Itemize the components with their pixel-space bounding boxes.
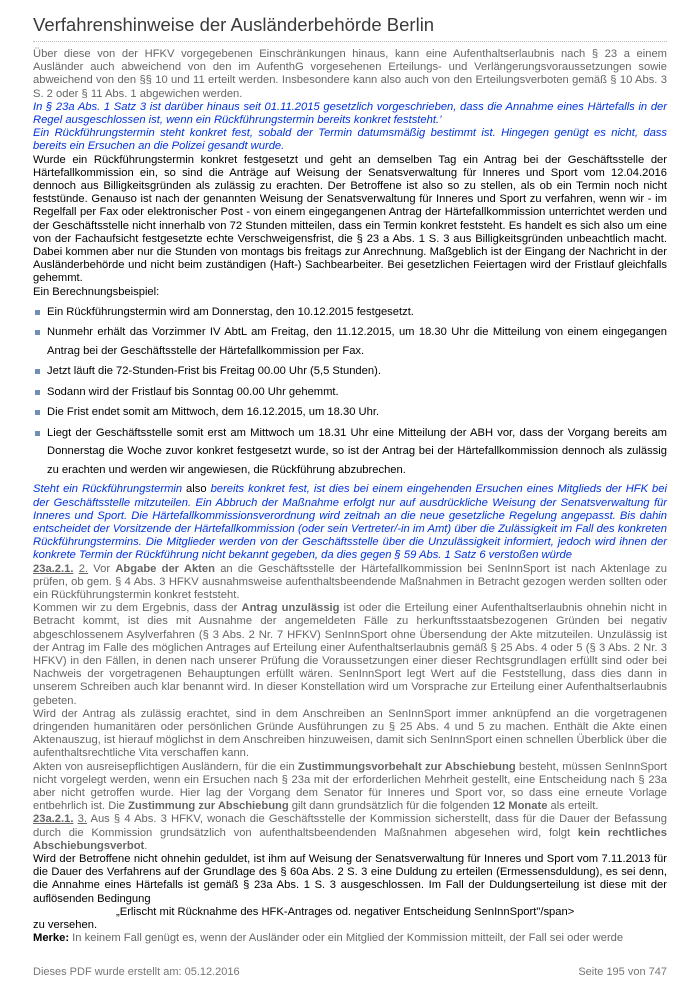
section-2-paragraph: 23a.2.1. 2. Vor Abgabe der Akten an die Geschäftsstelle der Härtefallkommission bei SenInnSport ist nach Aktenlage zu prüfen, ob gem. § 4 Abs. 3 HFKV ausnahmsweise aufenthaltsbeendende Maßnahmen in Betracht gezogen werden sollten oder ein Rückführungstermin konkret feststeht. xyxy=(33,562,667,601)
paragraph: Wurde ein Rückführungstermin konkret festgesetzt und geht an demselben Tag ein Antrag bei der Geschäftsstelle der Härtefallkommission ein, so sind die Anträge auf Weisung der Senatsverwaltung für Inneres und Sport vom 12.04.2016 dennoch aus Billigkeitsgründen als zulässig zu erachten. Der Betroffene ist also so zu stellen, als ob ein Termin noch nicht feststünde. Genauso ist nach der genannten Weisung der Senatsverwaltung für Inneres und Sport zu verfahren, wenn wir - im Regelfall per Fax oder elektronischer Post - von einem eingegangenen Antrag der Härtefallkommission unterrichtet werden und der Geschäftsstelle nicht innerhalb von 72 Stunden mitteilen, dass ein Termin konkret feststeht. Es handelt es sich also um eine von der Fachaufsicht festgesetzte echte Verschweigensfrist, die § 23 a Abs. 1 S. 3 aus Billigkeitsgründen unbeachtlich macht. Dabei kommen aber nur die Stunden von montags bis freitags zur Anrechnung. Maßgeblich ist der Eingang der Nachricht in der Ausländerbehörde und nicht beim zuständigen (Haft-) Sachbearbeiter. Bei gesetzlichen Feiertagen wird der Fristlauf gleichfalls gehemmt. xyxy=(33,153,667,285)
paragraph: Steht ein Rückführungstermin also bereits konkret fest, ist dies bei einem eingehenden Ersuchen eines Mitglieds der HFK bei der Geschäftsstelle mitzuteilen. Ein Abbruch der Maßnahme erfolgt nur auf ausdrückliche Weisung der Senatsverwaltung für Inneres und Sport. Die Härtefallkommissionsverordnung wird zeitnah an die neue gesetzliche Regelung angepasst. Bis dahin entscheidet der Vorsitzende der Härtefallkommission (oder sein Vertreter/-in im Amt) über die Zulässigkeit im Fall des konkreten Rückführungstermins. Die Mitglieder werden von der Geschäftsstelle über die Unzulässigkeit informiert, jedoch wird ihnen der konkrete Termin der Rückführung nicht bekannt gegeben, da dies gegen § 59 Abs. 1 Satz 6 verstoßen würde xyxy=(33,483,667,562)
section-ref-link[interactable]: 23a.2.1. xyxy=(33,813,74,826)
footer-created-date: Dieses PDF wurde erstellt am: 05.12.2016 xyxy=(33,966,240,978)
section-number-link[interactable]: 3. xyxy=(77,813,87,826)
list-item: Nunmehr erhält das Vorzimmer IV AbtL am Freitag, den 11.12.2015, um 18.30 Uhr die Mitteilung von einem eingegangen Antrag bei der Geschäftsstelle der Härtefallkommission per Fax. xyxy=(33,323,667,360)
paragraph: Ein Berechnungsbeispiel: xyxy=(33,285,160,298)
bullet-icon xyxy=(35,310,40,315)
paragraph: Über diese von der HFKV vorgegebenen Einschränkungen hinaus, kann eine Aufenthaltserlaubnis nach § 23 a einem Ausländer auch abweichend von den im AufenthG vorgesehenen Erteilungs- und Verlängerungsvoraussetzungen sowie abweichend von den §§ 10 und 11 erteilt werden. Insbesondere kann also auch von den Erteilungsverboten gemäß § 10 Abs. 3 S. 2 oder § 11 Abs. 1 abgewichen werden. xyxy=(33,48,667,100)
merke-paragraph: Merke: In keinem Fall genügt es, wenn der Ausländer oder ein Mitglied der Kommission mitteilt, der Fall sei oder werde xyxy=(33,932,624,945)
list-item: Sodann wird der Fristlauf bis Sonntag 00.00 Uhr gehemmt. xyxy=(33,383,667,402)
bullet-icon xyxy=(35,431,40,436)
bullet-icon xyxy=(35,369,40,374)
paragraph: Akten von ausreisepflichtigen Ausländern, für die ein Zustimmungsvorbehalt zur Abschiebung besteht, müssen SenInnSport nicht vorgelegt werden, wenn ein Ersuchen nach § 23a mit der erforderlichen Mehrheit gestellt, eine Entscheidung nach § 23a aber nicht getroffen wurde. Hier lag der Vorgang dem Senator für Inneres und Sport vor, so dass eine erneute Vorlage entbehrlich ist. Die Zustimmung zur Abschiebung gilt dann grundsätzlich für die folgenden 12 Monate als erteilt. xyxy=(33,760,667,813)
paragraph: Kommen wir zu dem Ergebnis, dass der Antrag unzulässig ist oder die Erteilung einer Aufenthaltserlaubnis ohnehin nicht in Betracht kommt, ist dies mit Ausnahme der angemeldeten Fälle zu herkunftsstaatsbezogenen Gründen bei negativ abgeschlossenem Asylverfahren (§ 3 Abs. 2 Nr. 7 HFKV) SenInnSport ohne Übersendung der Akte mitzuteilen. Unzulässig ist der Antrag im Falle des möglichen Antrages auf Erteilung einer Aufenthaltserlaubnis gemäß § 25 Abs. 4 oder 5 (§ 3 Abs. 2 Nr. 3 HFKV) in den Fällen, in denen nach unserer Prüfung die Voraussetzungen einer dieser Rechtsgrundlagen erfüllt sind oder bei Nachweis der vorgetragenen Behauptungen erfüllt wären. SenInnSport legt Wert auf die Feststellung, dass dies dann in unserem Schreiben auch klar benannt wird. In dieser Konstellation wird um Vorsprache zur Erteilung einer Aufenthaltserlaubnis gebeten. xyxy=(33,602,667,707)
bullet-icon xyxy=(35,410,40,415)
list-item: Jetzt läuft die 72-Stunden-Frist bis Freitag 00.00 Uhr (5,5 Stunden). xyxy=(33,362,667,381)
section-number-link[interactable]: 2. xyxy=(78,562,89,575)
bullet-icon xyxy=(35,330,40,335)
page-footer xyxy=(33,966,667,978)
paragraph-highlighted: Ein Rückführungstermin steht konkret fest, sobald der Termin datumsmäßig bestimmt ist. Hingegen genügt es nicht, dass bereits ein Ersuchen an die Polizei gesandt wurde. xyxy=(33,127,667,153)
document-body xyxy=(33,48,667,945)
paragraph: zu versehen. xyxy=(33,919,98,932)
calculation-example-list xyxy=(33,303,667,480)
paragraph: Wird der Betroffene nicht ohnehin geduldet, ist ihm auf Weisung der Senatsverwaltung für Inneres und Sport vom 7.11.2013 für die Dauer des Verfahrens auf der Grundlage des § 60a Abs. 2 S. 3 eine Duldung zu erteilen (Ermessensduldung), es sei denn, die Annahme eines Härtefalls ist gemäß § 23a Abs. 1 S. 3 ausgeschlossen. Im Fall der Duldungserteilung ist diese mit der auflösenden Bedingung xyxy=(33,853,667,905)
list-item: Ein Rückführungstermin wird am Donnerstag, den 10.12.2015 festgesetzt. xyxy=(33,303,667,322)
document-page xyxy=(33,0,667,945)
condition-quote: „Erlischt mit Rücknahme des HFK-Antrages od. negativer Entscheidung SenInnSport"/span> xyxy=(116,905,575,918)
footer-page-number: Seite 195 von 747 xyxy=(578,966,667,978)
bullet-icon xyxy=(35,390,40,395)
section-3-paragraph: 23a.2.1. 3. Aus § 4 Abs. 3 HFKV, wonach die Geschäftsstelle der Kommission sicherstellt, dass für die Dauer der Befassung durch die Kommission grundsätzlich von aufenthaltsbeendenden Maßnahmen abgesehen wird, folgt kein rechtliches Abschiebungsverbot. xyxy=(33,813,668,852)
page-title: Verfahrenshinweise der Ausländerbehörde Berlin xyxy=(33,14,667,42)
section-ref-link[interactable]: 23a.2.1. xyxy=(33,562,74,575)
paragraph: Wird der Antrag als zulässig erachtet, sind in dem Anschreiben an SenInnSport immer anknüpfend an die vorgetragenen dringenden humanitären oder persönlichen Gründe Ausführungen zu § 25 Abs. 4 und 5 zu machen. Enthält die Akte einen Aktenauszug, ist hierauf möglichst in dem Anschreiben hinzuweisen, damit sich SenInnSport einen schnellen Überblick über die aufenthaltsrechtliche Vita verschaffen kann. xyxy=(33,707,667,760)
list-item: Die Frist endet somit am Mittwoch, dem 16.12.2015, um 18.30 Uhr. xyxy=(33,403,667,422)
list-item: Liegt der Geschäftsstelle somit erst am Mittwoch um 18.31 Uhr eine Mitteilung der ABH vor, dass der Vorgang bereits am Donnerstag die Woche zuvor konkret festgesetzt wurde, so ist der Antrag bei der Härtefallkommission dennoch als zulässig zu erachten und werden wir angewiesen, die Rückführung abzubrechen. xyxy=(33,424,667,480)
paragraph-highlighted: In § 23a Abs. 1 Satz 3 ist darüber hinaus seit 01.11.2015 gesetzlich vorgeschrieben, dass die Annahme eines Härtefalls in der Regel ausgeschlossen ist, wenn ein Rückführungstermin bereits konkret feststeht.’ xyxy=(33,100,667,127)
